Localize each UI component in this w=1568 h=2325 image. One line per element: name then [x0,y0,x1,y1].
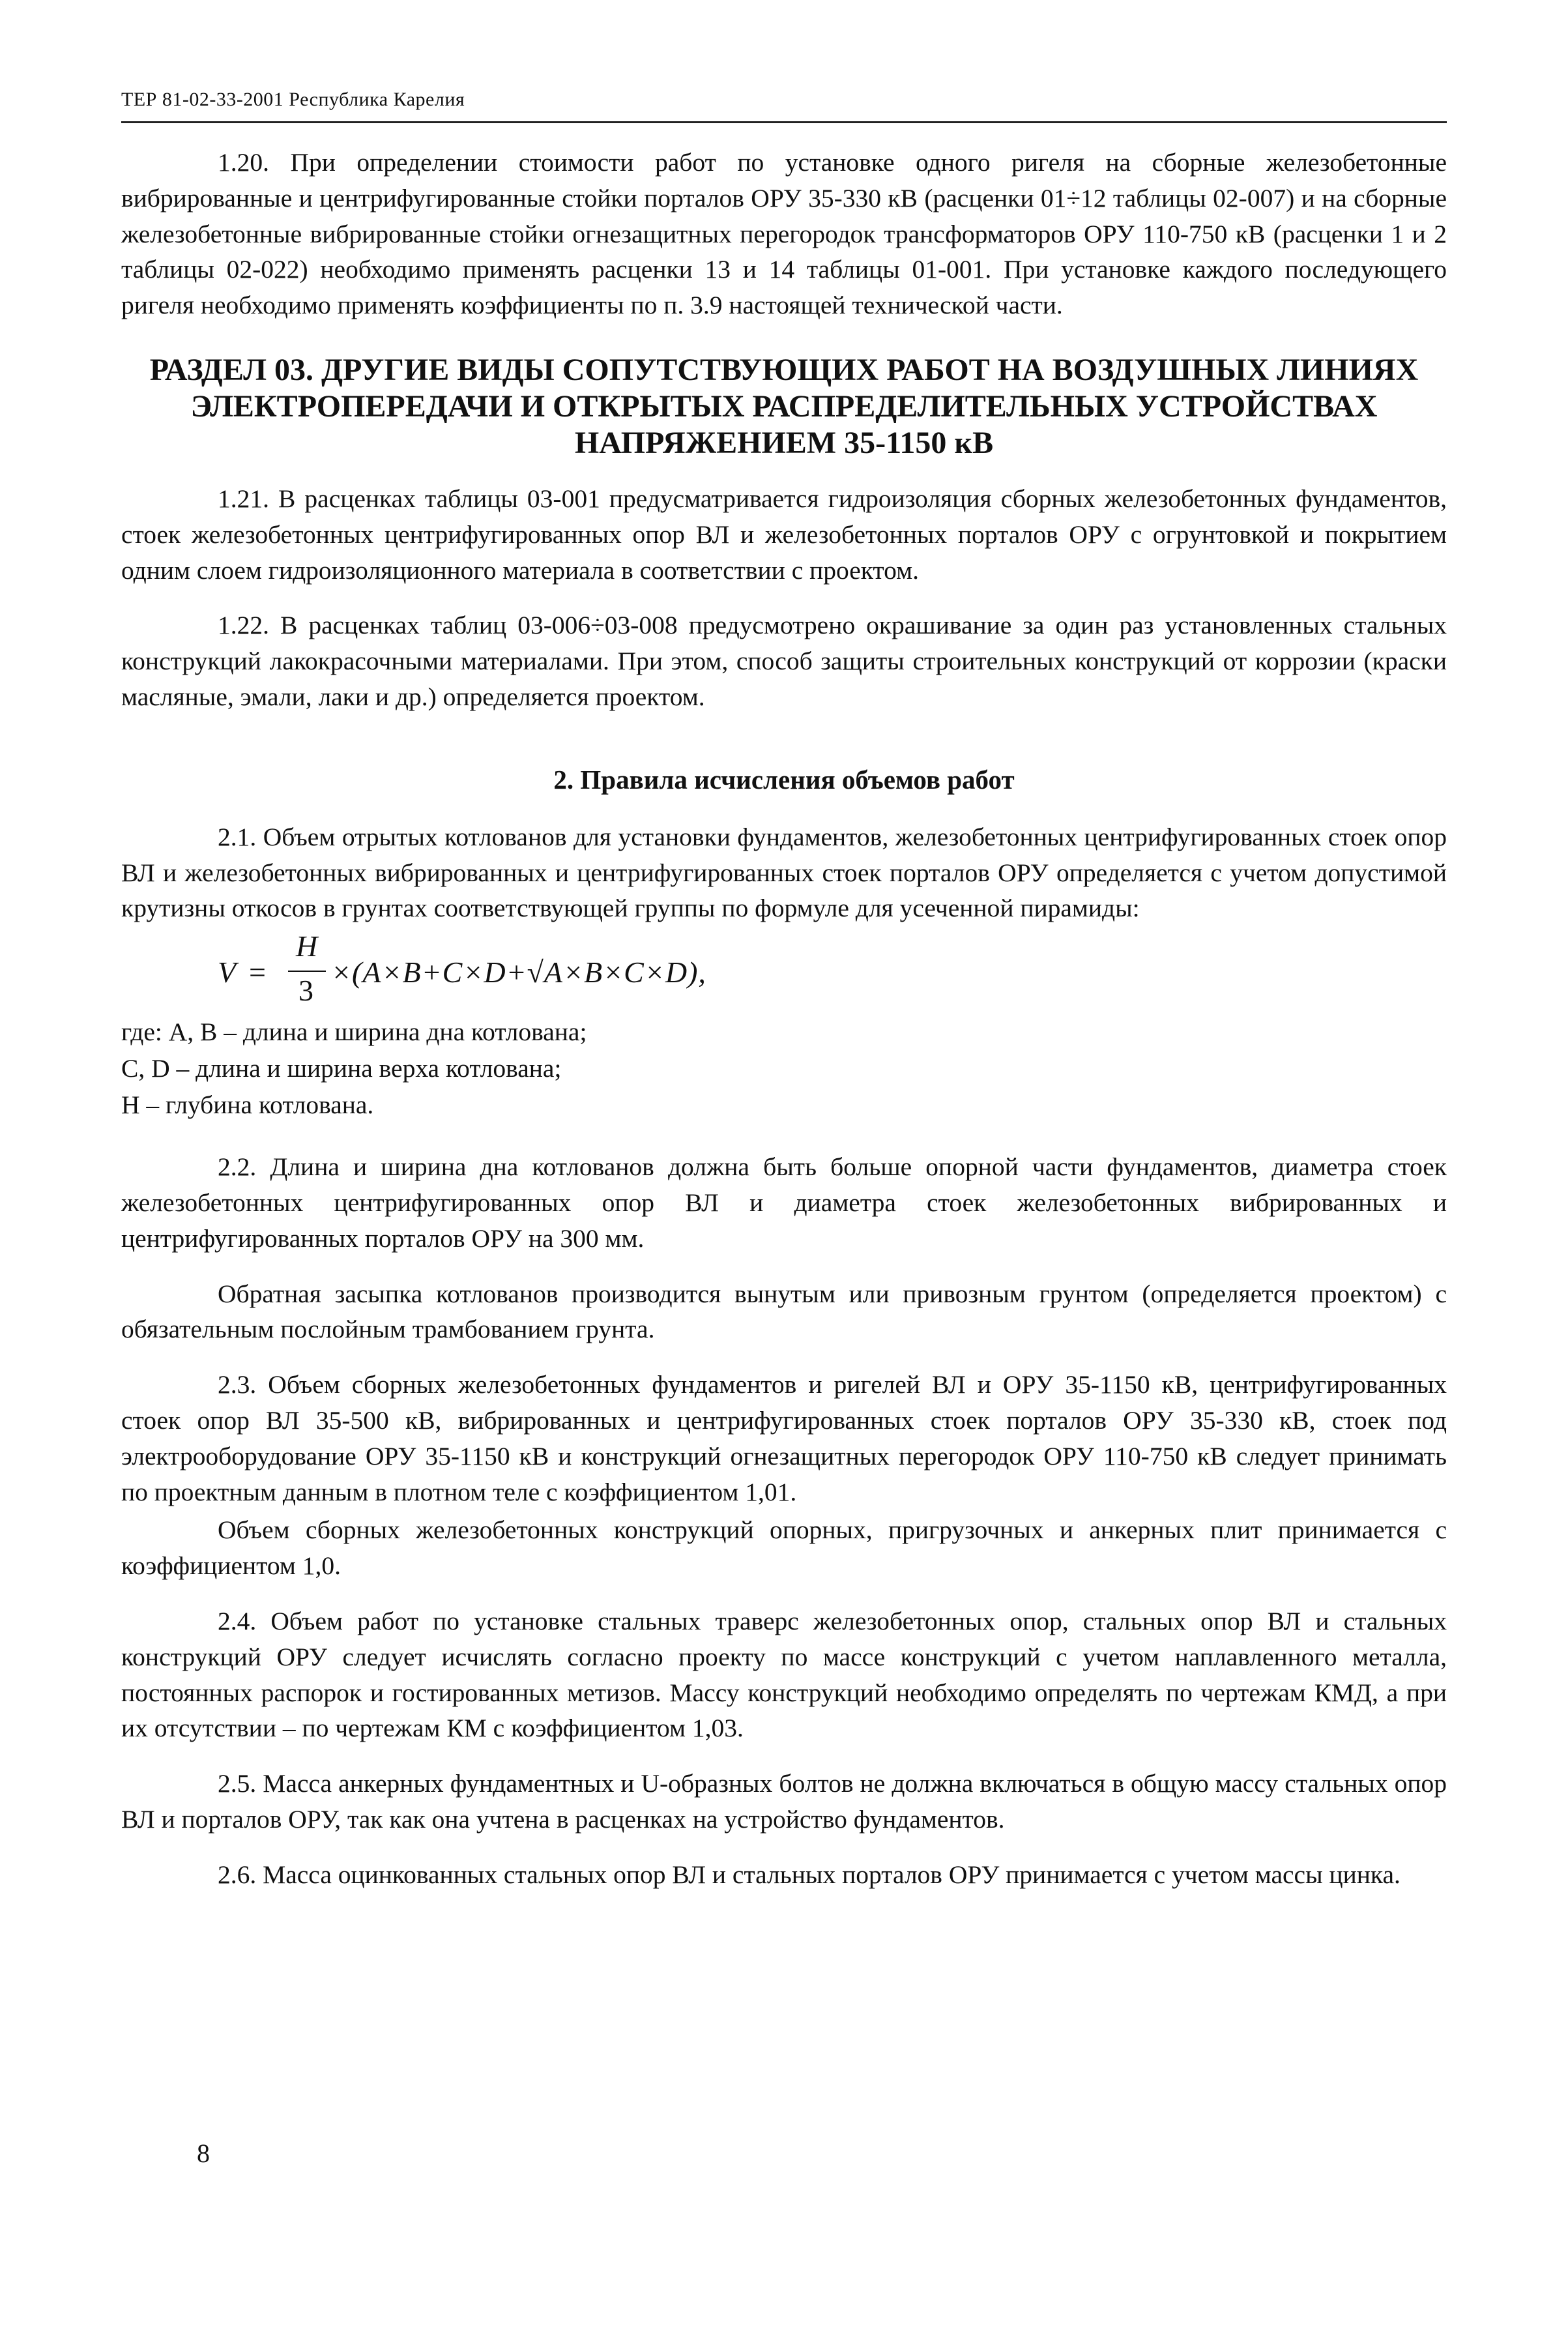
formula-legend [121,1014,1447,1123]
paragraph-1-22: 1.22. В расценках таблиц 03-006÷03-008 предусмотрено окрашивание за один раз установленных стальных конструкций лакокрасочными материалами. При этом, способ защиты строительных конструкций от коррозии (краски масляные, эмали, лаки и др.) определяется проектом. [121,611,1447,711]
legend-line: Н – глубина котлована. [121,1090,374,1120]
formula-numerator: H [296,929,318,963]
formula-denominator: 3 [298,974,313,1008]
section-title: РАЗДЕЛ 03. ДРУГИЕ ВИДЫ СОПУТСТВУЮЩИХ РАБОТ НА ВОЗДУШНЫХ ЛИНИЯХ ЭЛЕКТРОПЕРЕДАЧИ И ОТКРЫТЫХ РАСПРЕДЕЛИТЕЛЬНЫХ УСТРОЙСТВАХ НАПРЯЖЕНИЕМ 35-1150 кВ [149,352,1419,460]
legend-line: С, D – длина и ширина верха котлована; [121,1054,562,1083]
formula-lhs: V [218,956,237,989]
document-body [121,145,1447,1893]
legend-line: где: А, В – длина и ширина дна котлована; [121,1017,587,1047]
page-number: 8 [197,2139,210,2168]
header-divider [121,121,1447,123]
formula-fraction-bar [288,971,326,972]
formula-equals: = [249,956,266,989]
paragraph-2-3: 2.3. Объем сборных железобетонных фундаментов и ригелей ВЛ и ОРУ 35-1150 кВ, центрифугированных стоек опор ВЛ 35-500 кВ, вибрированных и центрифугированных стоек порталов ОРУ 35-330 кВ, стоек под электрооборудование ОРУ 35-1150 кВ и конструкций огнезащитных перегородок ОРУ 110-750 кВ следует принимать по проектным данным в плотном теле с коэффициентом 1,01. [121,1370,1447,1506]
paragraph-2-3-plates: Объем сборных железобетонных конструкций опорных, пригрузочных и анкерных плит принимается с коэффициентом 1,0. [121,1515,1447,1581]
paragraph-2-2: 2.2. Длина и ширина дна котлованов должна быть больше опорной части фундаментов, диаметра стоек железобетонных центрифугированных опор ВЛ и диаметра стоек железобетонных вибрированных и центрифугированных порталов ОРУ на 300 мм. [121,1152,1447,1253]
paragraph-2-6: 2.6. Масса оцинкованных стальных опор ВЛ и стальных порталов ОРУ принимается с учетом массы цинка. [218,1860,1401,1889]
paragraph-1-21: 1.21. В расценках таблицы 03-001 предусматривается гидроизоляция сборных железобетонных фундаментов, стоек железобетонных центрифугированных опор ВЛ и железобетонных порталов ОРУ с огрунтовкой и покрытием одним слоем гидроизоляционного материала в соответствии с проектом. [121,484,1447,585]
paragraph-1-20: 1.20. При определении стоимости работ по установке одного ригеля на сборные железобетонные вибрированные и центрифугированные стойки порталов ОРУ 35-330 кВ (расценки 01÷12 таблицы 02-007) и на сборные железобетонные вибрированные стойки огнезащитных перегородок трансформаторов ОРУ 110-750 кВ (расценки 1 и 2 таблицы 02-022) необходимо применять расценки 13 и 14 таблицы 01-001. При установке каждого последующего ригеля необходимо применять коэффициенты по п. 3.9 настоящей технической части. [121,148,1447,320]
paragraph-2-2-backfill: Обратная засыпка котлованов производится вынутым или привозным грунтом (определяется проектом) с обязательным послойным трамбованием грунта. [121,1279,1447,1344]
paragraph-2-1: 2.1. Объем отрытых котлованов для установки фундаментов, железобетонных центрифугированных стоек опор ВЛ и железобетонных вибрированных и центрифугированных стоек порталов ОРУ определяется с учетом допустимой крутизны откосов в грунтах соответствующей группы по формуле для усеченной пирамиды: [121,822,1447,923]
volume-formula [121,929,1447,1010]
paragraph-2-4: 2.4. Объем работ по установке стальных траверс железобетонных опор, стальных опор ВЛ и стальных конструкций ОРУ следует исчислять согласно проекту по массе конструкций с учетом наплавленного металла, постоянных распорок и гостированных метизов. Массу конструкций необходимо определять по чертежам КМД, а при их отсутствии – по чертежам КМ с коэффициентом 1,03. [121,1606,1447,1743]
paragraph-2-5: 2.5. Масса анкерных фундаментных и U-образных болтов не должна включаться в общую массу стальных опор ВЛ и порталов ОРУ, так как она учтена в расценках на устройство фундаментов. [121,1769,1447,1834]
formula-expression: ×(A×B+C×D+√A×B×C×D), [331,956,706,989]
running-header: ТЕР 81-02-33-2001 Республика Карелия [121,89,465,110]
subsection-title: 2. Правила исчисления объемов работ [553,764,1015,795]
